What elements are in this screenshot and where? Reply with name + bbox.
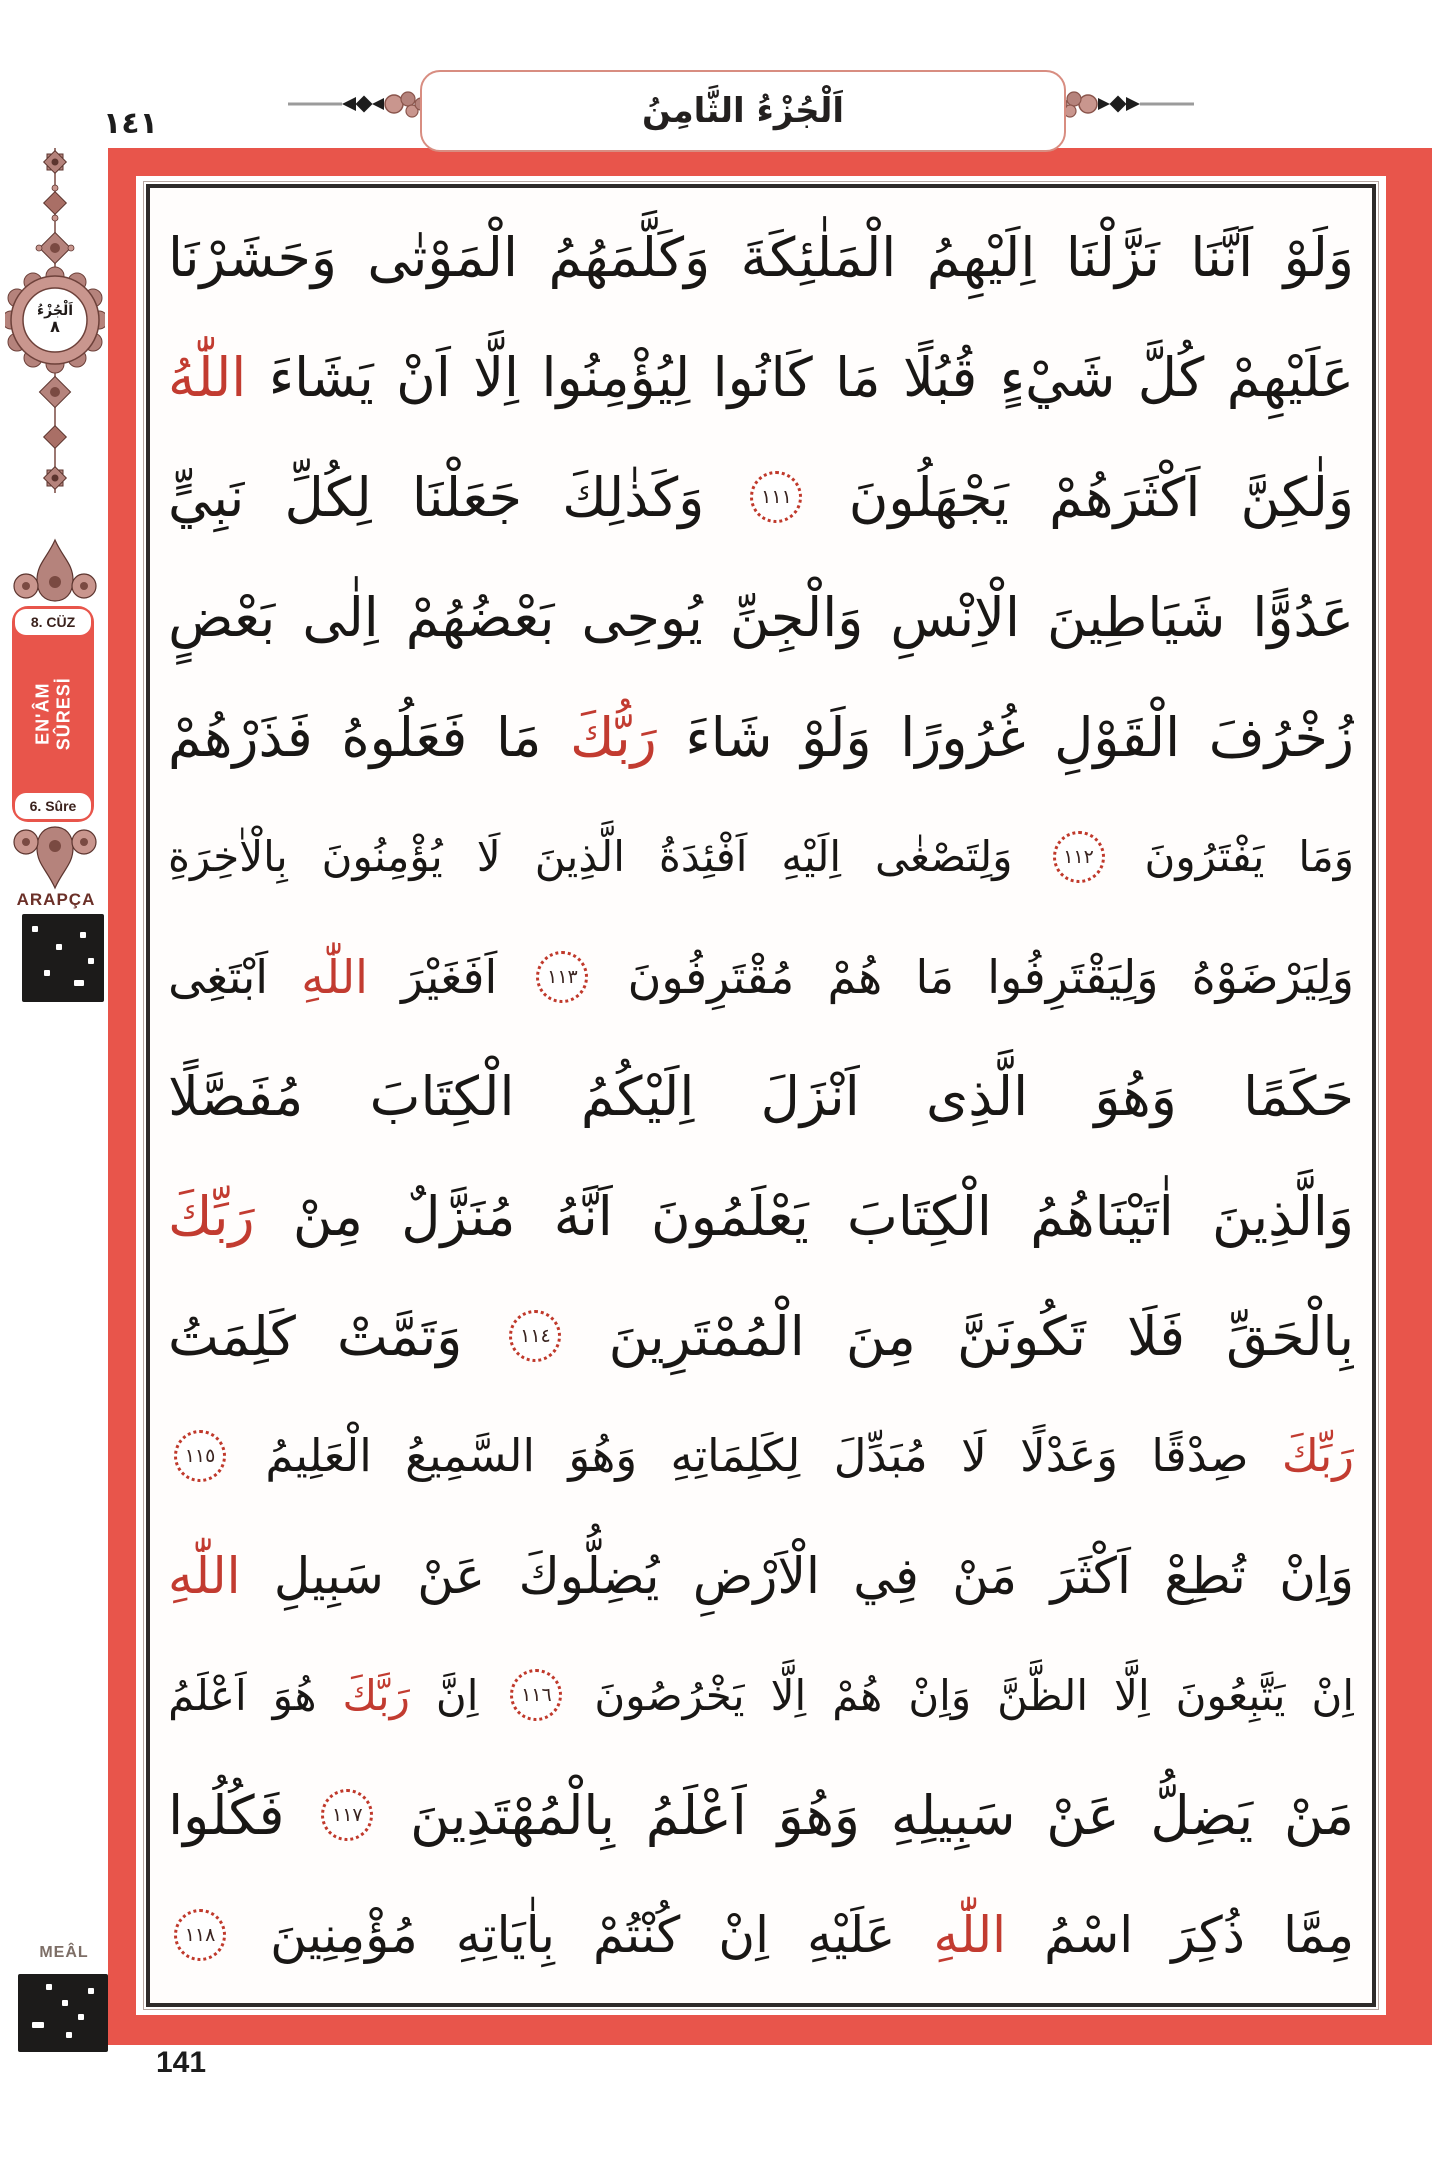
quran-line [168, 438, 1354, 558]
quran-word: نَزَّلْنَا [1065, 226, 1160, 290]
quran-word: الْاِنْسِ [890, 585, 1020, 649]
quran-word: مُفَصَّلًا [168, 1064, 304, 1128]
quran-word: اٰتَيْنَاهُمُ [1030, 1184, 1174, 1248]
quran-word: يَفْتَرُونَ [1144, 832, 1265, 882]
quran-word: اَعْلَمُ [168, 1670, 247, 1720]
meal-label: MEÂL [39, 1944, 89, 1961]
quran-word: اِلَيْهِمُ [926, 226, 1036, 290]
quran-word: تُطِعْ [1164, 1546, 1246, 1605]
quran-word: لِيُؤْمِنُوا [541, 346, 691, 410]
quran-line [168, 1396, 1354, 1516]
quran-word: وَالْجِنِّ [729, 585, 864, 649]
juz-header-title: اَلْجُزْءُ الثَّامِنُ [641, 91, 844, 131]
quran-word: اَفْئِدَةُ [658, 832, 748, 882]
quran-word: فِي [853, 1546, 919, 1605]
quran-word: الْمَلٰئِكَةَ [740, 226, 897, 290]
arapca-qr-code [22, 914, 104, 1002]
cuz-badge: 8. CÜZ [15, 609, 91, 635]
quran-word: الْاَرْضِ [692, 1546, 820, 1605]
quran-word: بِالْمُهْتَدِينَ [410, 1783, 615, 1847]
quran-line [168, 557, 1354, 677]
quran-word: الَّذِينَ [534, 832, 625, 882]
juz-medallion [23, 288, 87, 352]
quran-word: كُلَّ [1137, 346, 1205, 410]
quran-word: اَنَّنَا [1190, 226, 1254, 290]
quran-line [168, 797, 1354, 917]
arapca-label: ARAPÇA [16, 890, 96, 909]
sure-number-badge: 6. Sûre [15, 793, 91, 819]
verse-number-badge: ١١٧ [321, 1789, 373, 1841]
quran-word: كَانُوا [712, 346, 813, 410]
quran-word: الظَّنَّ [997, 1670, 1089, 1720]
quran-word: نَبِيٍّ [168, 465, 245, 529]
quran-word: غُرُورًا [900, 705, 1026, 769]
verse-number-badge: ١١٦ [510, 1669, 562, 1721]
quran-word: اَبْتَغِى [168, 949, 269, 1004]
quran-word: بِالْحَقِّ [1226, 1304, 1354, 1368]
quran-word: اِنْ [718, 1906, 769, 1965]
quran-word: وَعَدْلًا [1020, 1429, 1118, 1483]
quran-word: الَّذِى [926, 1064, 1029, 1128]
quran-line [168, 917, 1354, 1037]
divine-name-word: رَبِّكَ [168, 1184, 255, 1248]
quran-word: اِلَيْهِ [781, 832, 842, 882]
quran-line [168, 1276, 1354, 1396]
page-number-latin: 141 [156, 2046, 207, 2079]
quran-line [168, 677, 1354, 797]
quran-word: وَهُوَ [1094, 1064, 1177, 1128]
quran-word: الْعَلِيمُ [265, 1429, 372, 1483]
quran-word: وَلٰكِنَّ [1240, 465, 1354, 529]
quran-word: اَنْ [396, 346, 451, 410]
quran-word: عَنْ [417, 1546, 486, 1605]
quran-word: وَمَا [1298, 832, 1354, 882]
juz-header-cartouche [420, 70, 1066, 152]
quran-word: يُضِلُّوكَ [518, 1546, 660, 1605]
divine-name-word: اللّٰهِ [933, 1906, 1006, 1965]
quran-word: لِكُلِّ [284, 465, 372, 529]
quran-word: صِدْقًا [1151, 1429, 1249, 1483]
quran-word: لَا [476, 832, 501, 882]
quran-word: اَكْثَرَهُمْ [1049, 465, 1201, 529]
quran-word: اَنْزَلَ [760, 1064, 860, 1128]
quran-word: مَنْ [952, 1546, 1018, 1605]
quran-word: الْكِتَابَ [847, 1184, 992, 1248]
quran-word: يَخْرُصُونَ [594, 1670, 745, 1720]
quran-word: الْقَوْلِ [1054, 705, 1181, 769]
quran-word: مَا [835, 346, 881, 410]
verse-number-badge: ١١١ [750, 471, 802, 523]
quran-word: عَلَيْهِ [807, 1906, 896, 1965]
quran-word: كَلِمَتُ [168, 1304, 296, 1368]
quran-word: لَا [961, 1429, 987, 1483]
quran-word: كُنْتُمْ [593, 1906, 681, 1965]
palmette-ornament-bottom-icon [13, 824, 97, 890]
verse-number-badge: ١١٥ [174, 1430, 226, 1482]
quran-word: فَكُلُوا [168, 1783, 285, 1847]
quran-word: مُقْتَرِفُونَ [627, 949, 795, 1004]
quran-line [168, 1755, 1354, 1875]
page-frame [108, 148, 1432, 2045]
juz-medallion-word: اَلْجُزْءُ [36, 303, 73, 320]
divine-name-word: رَبِّكَ [1281, 1429, 1354, 1483]
quran-line [168, 1516, 1354, 1636]
quran-word: فَلَا [1127, 1304, 1186, 1368]
quran-word: بَعْضٍ [168, 585, 276, 649]
quran-word: شَيْءٍ [999, 346, 1116, 410]
surah-name-line2: SÛRESİ [53, 677, 73, 751]
quran-word: مَنْ [1283, 1783, 1354, 1847]
quran-line [168, 1636, 1354, 1756]
verse-number-badge: ١١٣ [536, 951, 588, 1003]
quran-word: لِكَلِمَاتِهِ [670, 1429, 801, 1483]
quran-word: يَضِلُّ [1150, 1783, 1254, 1847]
divine-name-word: اللّٰهِ [301, 949, 368, 1004]
quran-word: مَا [495, 705, 542, 769]
quran-word: اَكْثَرَ [1050, 1546, 1131, 1605]
quran-line [168, 1037, 1354, 1157]
quran-word: الْكِتَابَ [369, 1064, 515, 1128]
palmette-ornament-top-icon [13, 538, 97, 604]
quran-word: اِلَّا [1114, 1670, 1150, 1720]
quran-word: تَكُونَنَّ [956, 1304, 1086, 1368]
header-rule-ornament-left-icon [286, 88, 424, 120]
quran-word: اِنْ [1311, 1670, 1354, 1720]
quran-word: وَهُوَ [568, 1429, 638, 1483]
verse-number-badge: ١١٨ [174, 1909, 226, 1961]
quran-word: وَلَوْ [801, 705, 872, 769]
quran-word: بِاٰيَاتِهِ [455, 1906, 555, 1965]
verse-number-badge: ١١٤ [509, 1310, 561, 1362]
quran-word: مِمَّا [1283, 1906, 1354, 1965]
quran-word: يَجْهَلُونَ [848, 465, 1009, 529]
quran-word: شَيَاطِينَ [1046, 585, 1226, 649]
quran-word: مَا [915, 949, 955, 1004]
quran-word: مِنَ [845, 1304, 916, 1368]
quran-word: سَبِيلِهِ [890, 1783, 1016, 1847]
quran-word: عَلَيْهِمْ [1226, 346, 1354, 410]
quran-word: السَّمِيعُ [405, 1429, 536, 1483]
verse-number-badge: ١١٢ [1053, 831, 1105, 883]
quran-word: وَلِيَرْضَوْهُ [1191, 949, 1354, 1004]
quran-line [168, 1875, 1354, 1995]
quran-word: قُبُلًا [902, 346, 978, 410]
quran-word: وَهُوَ [777, 1783, 861, 1847]
quran-word: يَتَّبِعُونَ [1175, 1670, 1286, 1720]
divine-name-word: رَبُّكَ [570, 705, 657, 769]
page-number-arabic: ١٤١ [103, 106, 158, 141]
quran-word: هُوَ [272, 1670, 317, 1720]
quran-word: فَذَرْهُمْ [168, 705, 313, 769]
quran-word: وَكَذٰلِكَ [562, 465, 705, 529]
quran-word: وَتَمَّتْ [336, 1304, 463, 1368]
sidebar-surah-block [12, 606, 94, 822]
quran-word: عَدُوًّا [1252, 585, 1354, 649]
quran-word: الْمُمْتَرِينَ [608, 1304, 805, 1368]
quran-word: وَكَلَّمَهُمُ [548, 226, 711, 290]
quran-word: زُخْرُفَ [1208, 705, 1354, 769]
quran-word: اسْمُ [1044, 1906, 1134, 1965]
quran-word: اِلٰى [302, 585, 379, 649]
quran-word: اَنَّهُ [553, 1184, 613, 1248]
meal-qr-code [18, 1974, 108, 2052]
quran-word: مُنَزَّلٌ [401, 1184, 516, 1248]
quran-word: هُمْ [832, 1670, 883, 1720]
divine-name-word: اللّٰهُ [168, 346, 247, 410]
quran-word: مِنْ [292, 1184, 363, 1248]
quran-word: اِلَيْكُمُ [580, 1064, 695, 1128]
divine-name-word: اللّٰهِ [168, 1546, 241, 1605]
header-rule-ornament-right-icon [1058, 88, 1196, 120]
surah-name-line1: EN'ÂM [32, 682, 53, 746]
quran-word: وَالَّذِينَ [1211, 1184, 1354, 1248]
quran-word: اِنَّ [435, 1670, 479, 1720]
quran-word: اَفَغَيْرَ [401, 949, 498, 1004]
quran-word: يَعْلَمُونَ [651, 1184, 809, 1248]
quran-word: وَاِنْ [908, 1670, 972, 1720]
quran-word: وَحَشَرْنَا [168, 226, 337, 290]
quran-word: اَعْلَمُ [645, 1783, 747, 1847]
quran-word: فَعَلُوهُ [341, 705, 468, 769]
quran-word: وَاِنْ [1279, 1546, 1354, 1605]
quran-word: وَلِيَقْتَرِفُوا [987, 949, 1159, 1004]
quran-word: يُؤْمِنُونَ [321, 832, 443, 882]
quran-word: حَكَمًا [1243, 1064, 1354, 1128]
quran-word: اِلَّا [770, 1670, 807, 1720]
quran-word: شَاءَ [685, 705, 773, 769]
quran-line [168, 198, 1354, 318]
quran-word: اِلَّا [473, 346, 520, 410]
surah-name-vertical [15, 635, 91, 793]
quran-word: سَبِيلِ [273, 1546, 384, 1605]
quran-word: جَعَلْنَا [411, 465, 522, 529]
quran-word: بِالْاٰخِرَةِ [168, 832, 288, 882]
quran-word: وَلَوْ [1283, 226, 1354, 290]
quran-word: بَعْضُهُمْ [405, 585, 555, 649]
quran-line [168, 1156, 1354, 1276]
quran-line [168, 318, 1354, 438]
quran-word: عَنْ [1046, 1783, 1120, 1847]
quran-word: يُوحِى [581, 585, 703, 649]
juz-medallion-number: ٨ [50, 316, 60, 336]
quran-word: هُمْ [827, 949, 883, 1004]
quran-word: وَلِتَصْغٰى [875, 832, 1013, 882]
quran-lines [168, 198, 1354, 1995]
divine-name-word: رَبَّكَ [342, 1670, 410, 1720]
quran-word: مُبَدِّلَ [833, 1429, 928, 1483]
quran-text-panel [146, 184, 1376, 2007]
quran-word: مُؤْمِنِينَ [270, 1906, 418, 1965]
quran-word: ذُكِرَ [1171, 1906, 1245, 1965]
quran-word: الْمَوْتٰى [367, 226, 518, 290]
quran-word: يَشَاءَ [268, 346, 374, 410]
